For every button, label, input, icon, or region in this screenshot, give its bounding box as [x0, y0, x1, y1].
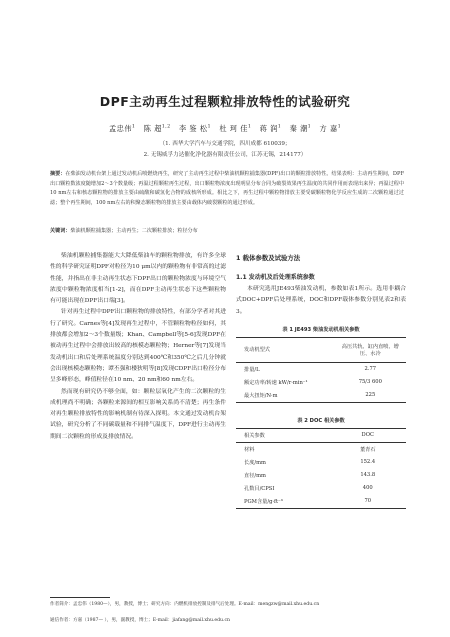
author: 秦 潮$^1$: [289, 124, 312, 133]
table-cell: 排量/L: [244, 366, 260, 373]
table-header-cell: DOC: [361, 432, 374, 439]
abstract-label: 摘要：: [50, 171, 66, 177]
affiliation: （1. 西华大学汽车与交通学院，四川成都 610039；: [159, 141, 291, 147]
footnote-author-bio: 作者简介：孟忠伟（1980—），男，教授，博士；研究方向：内燃机排放控制及排气后处理。E-mail：mengzw@mail.xhu.edu.cn: [50, 602, 320, 607]
table-header-cell: 相关参数: [244, 432, 265, 439]
body-paragraph: 本研究选用JE493柴油发动机，参数如表1所示。选用非耦合式DOC+DPF后处理系统，DOC和DPF载体参数分别见表2和表3。: [236, 286, 406, 315]
table-row: [236, 442, 406, 456]
table-cell: 孔数目/CPSI: [244, 485, 275, 492]
author: 李 鉴 松$^1$: [178, 124, 211, 133]
table-row: [236, 389, 406, 403]
subsection-heading: 1.1 发动机及后处理系统参数: [236, 274, 315, 281]
table-cell: 225: [365, 392, 376, 399]
body-paragraph: 针对再生过程中DPF出口颗粒物的排放特性，有部分学者对其进行了研究。Carnes等[4]发现再生过程中，不管颗粒物粒径如何，其排放都会增加2～3个数量级；Khan、Campbell等[5-6]发现DPF在被动再生过程中会排放出较高的核模态颗粒物；Herner等[7]发现当发动机出口和后处理系统温度分别达到400℃和350℃之后几分钟就会出现核模态颗粒物；谭丕强和楼狄明等[8]发现CDPF出口粒径分布呈多峰形态，峰值粒径在10 nm、20 nm和60 nm左右。: [50, 309, 226, 384]
table-row: [236, 376, 406, 389]
author: 陈 超$^{1,2}$: [143, 124, 171, 133]
table-cell: 直径/mm: [244, 472, 266, 479]
table-cell: 材料: [244, 446, 255, 453]
doc-params-table: [236, 428, 406, 509]
keywords-text: 柴油机颗粒捕集器；主动再生；二次颗粒排放；粒径分布: [70, 228, 198, 234]
table-header-row: [236, 337, 406, 362]
table-row: [236, 469, 406, 482]
table-caption: 表 2 DOC 相关参数: [297, 417, 345, 424]
table-cell: PGM含量/g·ft⁻³: [244, 498, 283, 505]
table-cell: 70: [364, 498, 372, 505]
table-row: [236, 456, 406, 469]
keywords: [50, 227, 404, 234]
abstract: [50, 170, 404, 208]
table-header-row: [236, 428, 406, 442]
author: 方 嘉$^1$: [319, 124, 342, 133]
table-row: [236, 362, 406, 376]
table-cell: 长度/mm: [244, 459, 266, 466]
body-paragraph: 柴油机颗粒捕集器能大大降低柴油车的颗粒物排放，有许多全球性的科学研究证明DPF对粒径为10 μm以内的颗粒物有非常高的过滤性能，并指出在非主动再生状态下DPF出口的颗粒物浓度与环境空气浓度中颗粒物浓度相当[1-2]，而在DPF主动再生状态下这些颗粒物有可能出现在DPF出口端[3]。: [50, 253, 226, 305]
footnote-corresponding-author: 通信作者：方嘉（1987— ），男，副教授，博士；E-mail：jiafang@mail.xhu.edu.cn: [50, 618, 230, 623]
abstract-text: 在柴油发动机台架上通过发动机后喷燃烧再生，研究了主动再生过程中柴油机颗粒捕集器(DPF)出口的颗粒排放特性。结果表明：主动再生期间，DPF出口颗粒数浓度随增加2～3个数量级；再温过程颗粒再生过程，出口颗粒物浓度出现明显分布合同为破裂效果再生温度的共同作用而表现出来异；再温过程中10 nm左右和核态颗粒物的排放主要由硫酸和碳氢化合物的成核所形成。相比之下，再生过程中颗粒物排放主要受碳颗粒物化学反应生成的二次颗粒通过过滤；整个再生期间，100 nm左右的积聚态颗粒物的排放主要由载体内破裂颗粒的通过形成。: [50, 171, 404, 206]
body-paragraph: 然而现有研究仍不够全面，如：颗粒层氧化产生的二次颗粒的生成机理尚不明确；各颗粒来源间的相互影响关系尚不清楚；再生条件对再生颗粒排放特性的影响机制有待深入探明。本文通过发动机台架试验，研究分析了不同碳载量和不同排气温度下，DPF进行主动再生期间二次颗粒的形成及排放情况。: [50, 388, 226, 440]
author: 孟忠伟$^1$: [108, 124, 136, 133]
author-list: [0, 124, 450, 134]
footnote-divider: [50, 597, 110, 598]
table-header-cell: 发动机型式: [244, 347, 270, 354]
table-cell: 最大扭矩/N·m: [244, 392, 278, 399]
left-column: [50, 251, 226, 443]
table-cell: 2.77: [364, 366, 377, 373]
author: 蒋 润$^1$: [259, 124, 282, 133]
table-cell: 额定功率/转速 kW/r·min⁻¹: [244, 379, 308, 386]
right-column: [236, 251, 406, 509]
section-heading: 1 载体参数及试验方法: [236, 254, 301, 262]
keywords-label: 关键词：: [50, 228, 71, 234]
paper-title: DPF主动再生过程颗粒排放特性的试验研究: [99, 94, 351, 109]
table-cell: 143.8: [360, 472, 376, 479]
table-cell: 75/3 600: [358, 379, 382, 386]
author: 杜 珂 佳$^1$: [219, 124, 252, 133]
table-row: [236, 495, 406, 509]
table-header-cell: 高压共轨、缸内直喷、增压、水冷: [341, 343, 399, 357]
affiliation: 2. 无锡威孚力达催化净化器有限责任公司，江苏无锡，214177）: [143, 152, 307, 158]
table-cell: 董青石: [359, 446, 376, 453]
table-cell: 400: [362, 485, 373, 492]
engine-params-table: [236, 337, 406, 403]
table-caption: 表 1 JE493 柴油发动机相关参数: [282, 326, 360, 333]
table-row: [236, 482, 406, 495]
table-cell: 152.4: [360, 459, 376, 466]
